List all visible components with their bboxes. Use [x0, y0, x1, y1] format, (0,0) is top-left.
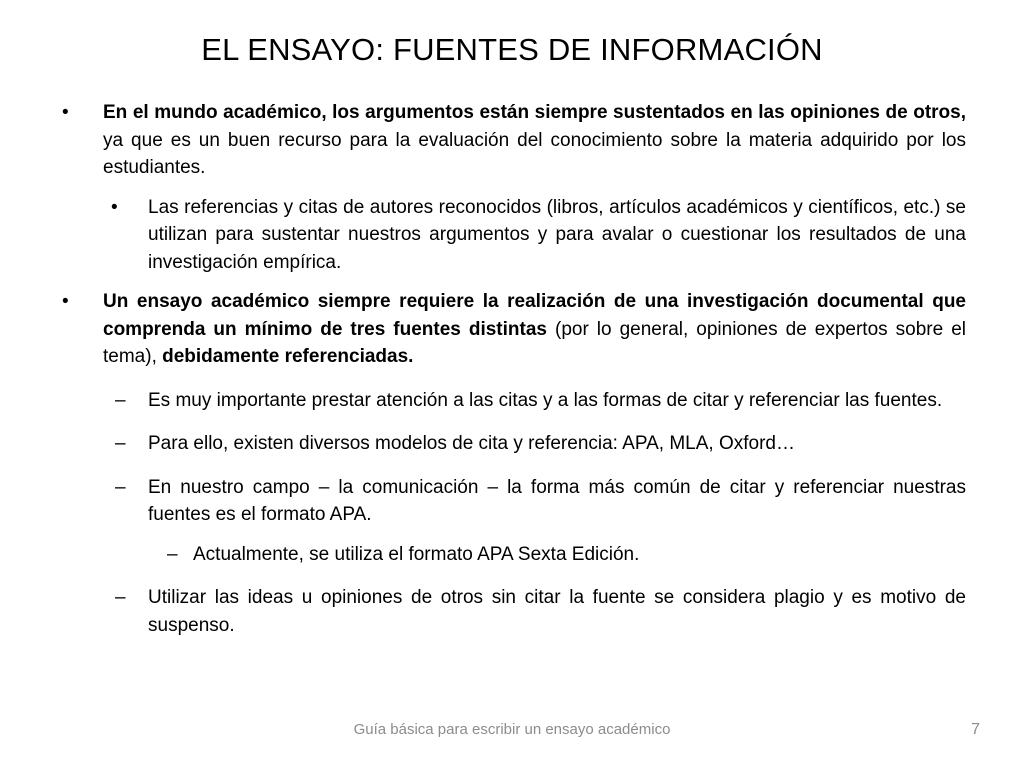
dash-point: [115, 387, 966, 415]
dash-point: [115, 474, 966, 529]
bullet-marker: •: [62, 102, 69, 123]
bullet-marker: •: [111, 196, 118, 218]
dash-text: Es muy importante prestar atención a las citas y a las formas de citar y referenciar las fuentes.: [148, 389, 943, 411]
bullet-bold-text: En el mundo académico, los argumentos están siempre sustentados en las opiniones de otros,: [103, 102, 966, 123]
bullet-bold-text-end: debidamente referenciadas.: [162, 346, 414, 367]
bullet-point: [62, 288, 966, 371]
dash-text: Para ello, existen diversos modelos de cita y referencia: APA, MLA, Oxford…: [148, 433, 795, 454]
dash-marker: –: [115, 587, 126, 608]
slide-content: [0, 99, 1024, 639]
dash-text: En nuestro campo – la comunicación – la forma más común de citar y referenciar nuestras fuentes es el formato APA.: [148, 476, 966, 525]
sub-bullet-point: [111, 194, 966, 277]
dash-marker: –: [115, 476, 126, 498]
bullet-marker: •: [62, 291, 69, 312]
page-number: 7: [971, 721, 980, 738]
bullet-text: Las referencias y citas de autores reconocidos (libros, artículos académicos y científicos, etc.) se utilizan para sustentar nuestros argumentos y para avalar o cuestionar los resultados de una investigación empírica.: [148, 196, 966, 273]
slide-footer: Guía básica para escribir un ensayo académico: [353, 721, 671, 738]
dash-text: Utilizar las ideas u opiniones de otros sin citar la fuente se considera plagio y es motivo de suspenso.: [148, 587, 966, 636]
slide-title: EL ENSAYO: FUENTES DE INFORMACIÓN: [201, 32, 823, 67]
dash-marker: –: [167, 543, 178, 565]
bullet-point: [62, 99, 966, 182]
bullet-text: ya que es un buen recurso para la evaluación del conocimiento sobre la materia adquirido por los estudiantes.: [103, 129, 966, 178]
bullet-text: (por lo general, opiniones de expertos sobre el tema),: [103, 318, 966, 367]
sub-dash-point: [167, 541, 966, 569]
dash-marker: –: [115, 433, 126, 454]
dash-point: [115, 430, 966, 458]
dash-marker: –: [115, 389, 126, 411]
bullet-bold-text: Un ensayo académico siempre requiere la realización de una investigación documental que comprenda un mínimo de tres fuentes distintas: [103, 291, 966, 340]
dash-point: [115, 584, 966, 639]
dash-text: Actualmente, se utiliza el formato APA Sexta Edición.: [193, 543, 640, 565]
